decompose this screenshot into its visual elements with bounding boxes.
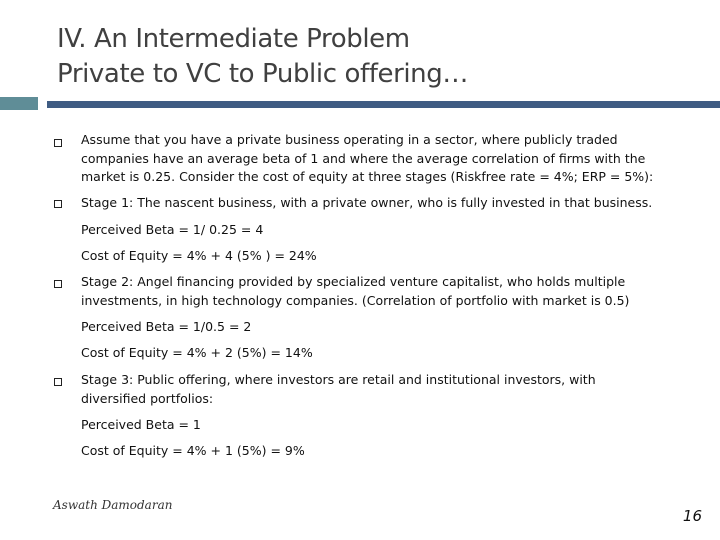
text-line: Perceived Beta = 1 [81, 417, 201, 432]
bullet-item-stage-2 [81, 273, 681, 310]
stage-2-cost-of-equity [81, 344, 681, 363]
stage-1-perceived-beta [81, 221, 681, 240]
stage-3-cost-of-equity [81, 442, 681, 461]
text-line: market is 0.25. Consider the cost of equity at three stages (Riskfree rate = 4%; ERP = 5%): [81, 169, 654, 184]
bullet-square-icon [54, 139, 62, 147]
text-line: companies have an average beta of 1 and where the average correlation of firms with the [81, 150, 646, 166]
text-line: Stage 2: Angel financing provided by specialized venture capitalist, who holds multiple [81, 274, 626, 289]
title-line-2: Private to VC to Public offering… [57, 59, 468, 89]
text-line: Perceived Beta = 1/ 0.25 = 4 [81, 222, 264, 237]
stage-1-cost-of-equity [81, 247, 681, 266]
text-line: Stage 3: Public offering, where investors are retail and institutional investors, with [81, 372, 596, 387]
text-line: investments, in high technology companies. (Correlation of portfolio with market is 0.5) [81, 292, 630, 308]
title-line-1: IV. An Intermediate Problem [57, 24, 410, 54]
stage-2-perceived-beta [81, 318, 681, 337]
text-line: Assume that you have a private business operating in a sector, where publicly traded [81, 132, 618, 147]
bullet-item-stage-1 [81, 194, 681, 213]
page-number: 16 [682, 507, 702, 525]
bullet-square-icon [54, 280, 62, 288]
footer-author: Aswath Damodaran [53, 498, 173, 512]
text-line: Perceived Beta = 1/0.5 = 2 [81, 319, 252, 334]
bullet-square-icon [54, 378, 62, 386]
stage-3-perceived-beta [81, 416, 681, 435]
text-line: Cost of Equity = 4% + 1 (5%) = 9% [81, 443, 305, 458]
bullet-square-icon [54, 200, 62, 208]
bullet-item-stage-3 [81, 371, 681, 408]
text-line: Cost of Equity = 4% + 2 (5%) = 14% [81, 345, 313, 360]
text-line: diversified portfolios: [81, 390, 214, 406]
text-line: Cost of Equity = 4% + 4 (5% ) = 24% [81, 248, 317, 263]
bullet-item-intro [81, 131, 681, 187]
text-line: Stage 1: The nascent business, with a private owner, who is fully invested in that business. [81, 195, 653, 210]
